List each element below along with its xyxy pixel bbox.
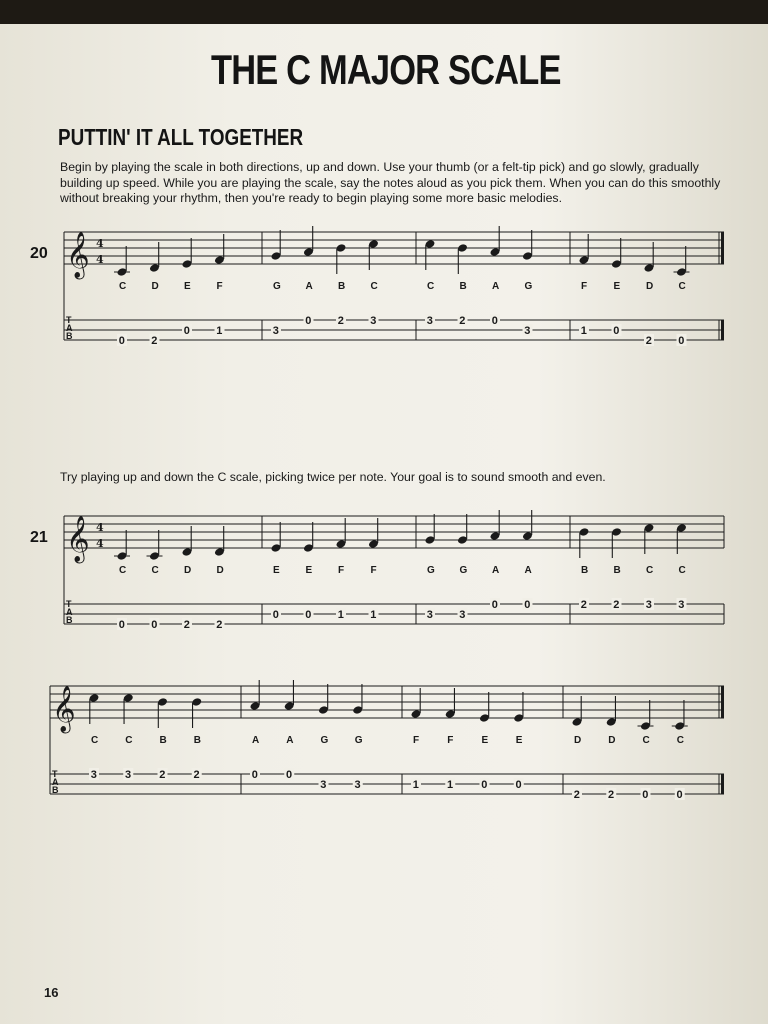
system-exercise-21-continued: [50, 680, 724, 801]
note-name-label: E: [305, 565, 313, 576]
exercise-number: 21: [30, 529, 48, 546]
tab-letter: B: [66, 615, 73, 625]
note-name-label: A: [492, 281, 500, 292]
note-name-label: G: [320, 735, 329, 746]
tab-fret-number: 0: [678, 335, 685, 347]
treble-clef: 𝄞: [66, 232, 90, 278]
tab-letter: B: [52, 785, 59, 795]
note-name-label: C: [119, 281, 127, 292]
tab-fret-number: 2: [151, 335, 158, 347]
tab-fret-number: 0: [272, 609, 279, 621]
tab-fret-number: 3: [459, 609, 466, 621]
tab-fret-number: 2: [580, 599, 587, 611]
tab-fret-number: 3: [90, 769, 97, 781]
note-name-label: B: [459, 281, 467, 292]
time-signature-bottom: 4: [96, 253, 104, 266]
note-name-label: G: [273, 281, 281, 292]
intro-paragraph: Begin by playing the scale in both directions, up and down. Use your thumb (or a felt-tip pick) and go slowly, gradually building up speed. While you are playing the scale, say the notes aloud as you pick them. When you can do this smoothly without breaking your rhythm, then you're ready to begin playing some more basic melodies.: [60, 160, 721, 205]
system-exercise-20: [30, 226, 724, 347]
note-name-label: C: [119, 565, 127, 576]
note-name-label: C: [91, 735, 99, 746]
tab-fret-number: 2: [216, 619, 223, 631]
note-name-label: C: [678, 281, 686, 292]
tab-fret-number: 1: [580, 325, 587, 337]
exercise-instruction: Try playing up and down the C scale, picking twice per note. Your goal is to sound smooth and even.: [60, 470, 606, 484]
tab-fret-number: 0: [286, 769, 293, 781]
tab-fret-number: 0: [305, 315, 312, 327]
tab-fret-number: 3: [354, 779, 361, 791]
tab-fret-number: 3: [320, 779, 327, 791]
note-name-label: F: [370, 565, 377, 576]
note-name-label: G: [459, 565, 468, 576]
page-title: THE C MAJOR SCALE: [210, 46, 561, 93]
note-name-label: A: [305, 281, 313, 292]
note-name-label: C: [642, 735, 650, 746]
note-name-label: E: [515, 735, 523, 746]
tab-fret-number: 2: [645, 335, 652, 347]
tab-letter: A: [52, 777, 59, 787]
tab-fret-number: 3: [426, 609, 433, 621]
note-name-label: C: [370, 281, 378, 292]
exercise-number: 20: [30, 245, 48, 262]
note-name-label: A: [524, 565, 532, 576]
tab-fret-number: 0: [676, 789, 683, 801]
tab-fret-number: 0: [183, 325, 190, 337]
tab-fret-number: 0: [491, 315, 498, 327]
time-signature-bottom: 4: [96, 537, 104, 550]
note-name-label: D: [608, 735, 616, 746]
note-name-label: G: [354, 735, 363, 746]
tab-letter: A: [66, 323, 73, 333]
tab-fret-number: 2: [159, 769, 166, 781]
tab-fret-number: 0: [151, 619, 158, 631]
note-name-label: E: [481, 735, 489, 746]
note-name-label: D: [184, 565, 192, 576]
note-name-label: A: [252, 735, 260, 746]
note-name-label: C: [151, 565, 159, 576]
note-name-label: C: [125, 735, 133, 746]
tab-fret-number: 0: [491, 599, 498, 611]
tab-fret-number: 3: [272, 325, 279, 337]
tab-letter: T: [66, 315, 72, 325]
note-name-label: C: [678, 565, 686, 576]
tab-fret-number: 0: [515, 779, 522, 791]
page-number: 16: [44, 985, 59, 1000]
section-heading: PUTTIN' IT ALL TOGETHER: [58, 124, 304, 150]
tab-fret-number: 2: [459, 315, 466, 327]
note-name-label: A: [286, 735, 294, 746]
tab-fret-number: 0: [642, 789, 649, 801]
tab-fret-number: 1: [370, 609, 377, 621]
tab-fret-number: 0: [118, 619, 125, 631]
tab-fret-number: 0: [305, 609, 312, 621]
tab-fret-number: 3: [426, 315, 433, 327]
note-name-label: G: [427, 565, 435, 576]
note-name-label: E: [273, 565, 280, 576]
tab-fret-number: 1: [337, 609, 344, 621]
tab-fret-number: 1: [412, 779, 419, 791]
note-name-label: D: [216, 565, 224, 576]
note-name-label: B: [613, 565, 621, 576]
note-name-label: E: [613, 281, 621, 292]
note-name-label: D: [151, 281, 159, 292]
note-name-label: D: [574, 735, 582, 746]
time-signature-top: 4: [96, 521, 104, 534]
tab-fret-number: 2: [573, 789, 580, 801]
tab-fret-number: 3: [678, 599, 685, 611]
note-name-label: G: [524, 281, 533, 292]
note-name-label: F: [581, 281, 588, 292]
tab-letter: B: [66, 331, 73, 341]
tab-fret-number: 2: [337, 315, 344, 327]
tab-fret-number: 3: [125, 769, 132, 781]
note-name-label: F: [338, 565, 345, 576]
time-signature-top: 4: [96, 237, 104, 250]
tab-fret-number: 1: [447, 779, 454, 791]
note-name-label: B: [159, 735, 167, 746]
note-name-label: C: [427, 281, 435, 292]
tab-fret-number: 3: [524, 325, 531, 337]
note-name-label: D: [646, 281, 654, 292]
tab-fret-number: 2: [183, 619, 190, 631]
note-name-label: B: [581, 565, 589, 576]
tab-fret-number: 0: [118, 335, 125, 347]
note-name-label: F: [413, 735, 420, 746]
tab-fret-number: 3: [370, 315, 377, 327]
note-name-label: B: [338, 281, 346, 292]
note-name-label: F: [216, 281, 223, 292]
tab-fret-number: 3: [645, 599, 652, 611]
system-exercise-21: [30, 510, 724, 631]
treble-clef: 𝄞: [52, 686, 76, 732]
note-name-label: E: [184, 281, 191, 292]
tab-fret-number: 1: [216, 325, 223, 337]
tab-fret-number: 0: [613, 325, 620, 337]
note-name-label: F: [447, 735, 454, 746]
note-name-label: C: [676, 735, 684, 746]
tab-fret-number: 2: [193, 769, 200, 781]
tab-letter: A: [66, 607, 73, 617]
tab-letter: T: [66, 599, 72, 609]
treble-clef: 𝄞: [66, 516, 90, 562]
note-name-label: A: [492, 565, 500, 576]
tab-fret-number: 2: [613, 599, 620, 611]
note-name-label: B: [193, 735, 201, 746]
tab-letter: T: [52, 769, 58, 779]
tab-fret-number: 2: [608, 789, 615, 801]
tab-fret-number: 0: [481, 779, 488, 791]
tab-fret-number: 0: [251, 769, 258, 781]
note-name-label: C: [646, 565, 654, 576]
tab-fret-number: 0: [524, 599, 531, 611]
